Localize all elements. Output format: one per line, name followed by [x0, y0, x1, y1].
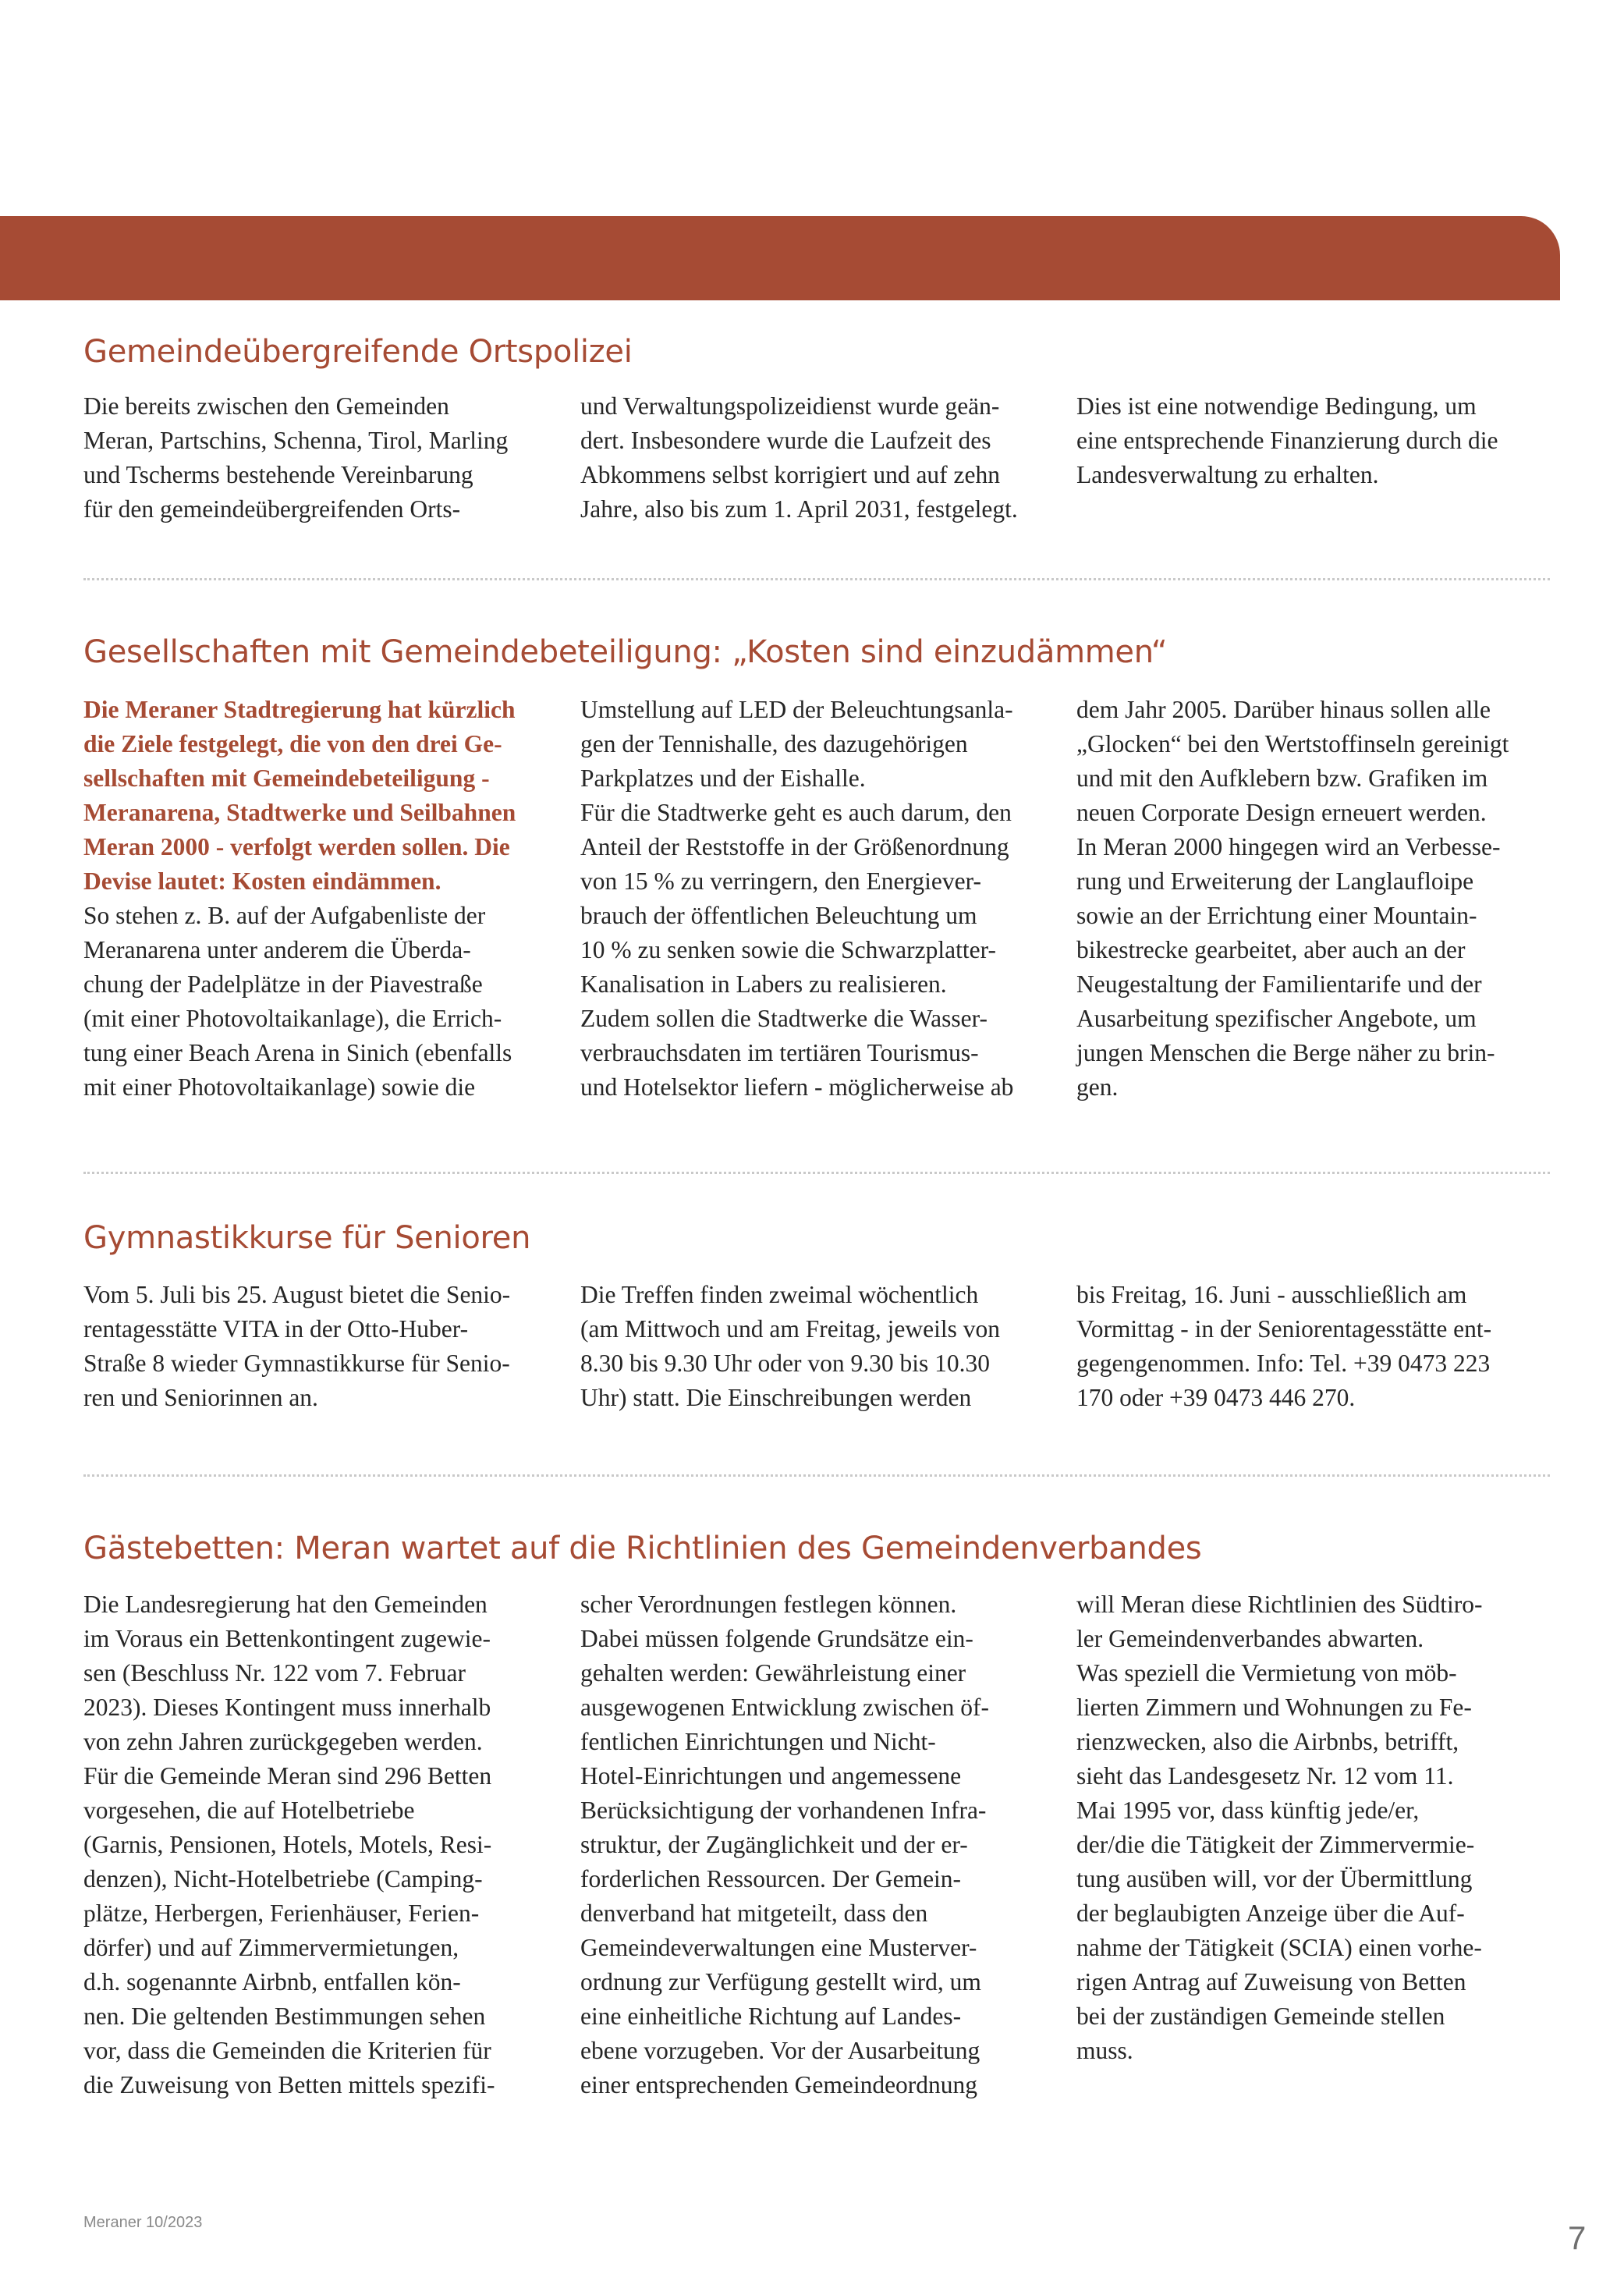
text-line: (mit einer Photovoltaikanlage), die Errich-	[83, 1005, 502, 1032]
text-line: Landesverwaltung zu erhalten.	[1076, 461, 1379, 488]
lead-paragraph-line: Devise lautet: Kosten eindämmen.	[83, 867, 441, 895]
text-line: jungen Menschen die Berge näher zu brin-	[1076, 1039, 1495, 1066]
text-line: bis Freitag, 16. Juni - ausschließlich am	[1076, 1281, 1467, 1308]
text-line: Neugestaltung der Familientarife und der	[1076, 970, 1482, 998]
text-line: Meran, Partschins, Schenna, Tirol, Marling	[83, 427, 509, 454]
text-line: Zudem sollen die Stadtwerke die Wasser-	[580, 1005, 988, 1032]
text-line: scher Verordnungen festlegen können.	[580, 1591, 957, 1618]
text-line: Meranarena unter anderem die Überda-	[83, 936, 471, 963]
article-column	[83, 389, 567, 527]
text-line: für den gemeindeübergreifenden Orts-	[83, 495, 461, 523]
text-line: Gemeindeverwaltungen eine Musterver-	[580, 1934, 977, 1961]
text-line: und Hotelsektor liefern - möglicherweise ab	[580, 1073, 1014, 1101]
text-line: 8.30 bis 9.30 Uhr oder von 9.30 bis 10.30	[580, 1350, 990, 1377]
text-line: Die bereits zwischen den Gemeinden	[83, 392, 449, 420]
text-line: chung der Padelplätze in der Piavestraße	[83, 970, 483, 998]
article-column	[1076, 1587, 1560, 2068]
text-line: Jahre, also bis zum 1. April 2031, festgelegt.	[580, 495, 1018, 523]
text-line: Hotel-Einrichtungen und angemessene	[580, 1762, 962, 1790]
text-line: eine entsprechende Finanzierung durch die	[1076, 427, 1498, 454]
header-band	[0, 216, 1560, 300]
article-column	[1076, 389, 1560, 492]
lead-paragraph-line: Die Meraner Stadtregierung hat kürzlich	[83, 696, 516, 723]
text-line: dem Jahr 2005. Darüber hinaus sollen alle	[1076, 696, 1491, 723]
text-line: eine einheitliche Richtung auf Landes-	[580, 2003, 962, 2030]
text-line: neuen Corporate Design erneuert werden.	[1076, 799, 1487, 826]
text-line: vorgesehen, die auf Hotelbetriebe	[83, 1797, 415, 1824]
lead-paragraph-line: Meranarena, Stadtwerke und Seilbahnen	[83, 799, 516, 826]
article-column	[1076, 693, 1560, 1105]
text-line: gehalten werden: Gewährleistung einer	[580, 1659, 966, 1687]
text-line: „Glocken“ bei den Wertstoffinseln gereinigt	[1076, 730, 1509, 757]
text-line: dert. Insbesondere wurde die Laufzeit des	[580, 427, 991, 454]
lead-paragraph-line: sellschaften mit Gemeindebeteiligung -	[83, 764, 490, 792]
text-line: Die Treffen finden zweimal wöchentlich	[580, 1281, 979, 1308]
text-line: und Tscherms bestehende Vereinbarung	[83, 461, 473, 488]
text-line: Parkplatzes und der Eishalle.	[580, 764, 866, 792]
text-line: rigen Antrag auf Zuweisung von Betten	[1076, 1968, 1466, 1995]
text-line: lierten Zimmern und Wohnungen zu Fe-	[1076, 1694, 1472, 1721]
text-line: rienzwecken, also die Airbnbs, betrifft,	[1076, 1728, 1459, 1755]
text-line: Kanalisation in Labers zu realisieren.	[580, 970, 947, 998]
text-line: von 15 % zu verringern, den Energiever-	[580, 867, 981, 895]
text-line: gen.	[1076, 1073, 1119, 1101]
article-column	[83, 693, 567, 1105]
section-divider	[83, 578, 1550, 580]
text-line: der beglaubigten Anzeige über die Auf-	[1076, 1900, 1465, 1927]
text-line: Umstellung auf LED der Beleuchtungsanla-	[580, 696, 1013, 723]
article-column	[83, 1278, 567, 1415]
text-line: 10 % zu senken sowie die Schwarzplatter-	[580, 936, 996, 963]
text-line: forderlichen Ressourcen. Der Gemein-	[580, 1865, 962, 1893]
text-line: 170 oder +39 0473 446 270.	[1076, 1384, 1356, 1411]
text-line: Für die Gemeinde Meran sind 296 Betten	[83, 1762, 492, 1790]
text-line: ausgewogenen Entwicklung zwischen öf-	[580, 1694, 989, 1721]
issue-label: Meraner 10/2023	[83, 2214, 203, 2231]
text-line: Uhr) statt. Die Einschreibungen werden	[580, 1384, 972, 1411]
text-line: ren und Seniorinnen an.	[83, 1384, 318, 1411]
page-number: 7	[1568, 2219, 1587, 2256]
text-line: gen der Tennishalle, des dazugehörigen	[580, 730, 968, 757]
text-line: Ausarbeitung spezifischer Angebote, um	[1076, 1005, 1477, 1032]
text-line: Anteil der Reststoffe in der Größenordnung	[580, 833, 1009, 860]
text-line: Dies ist eine notwendige Bedingung, um	[1076, 392, 1477, 420]
text-line: ebene vorzugeben. Vor der Ausarbeitung	[580, 2037, 980, 2064]
text-line: bei der zuständigen Gemeinde stellen	[1076, 2003, 1445, 2030]
section-divider	[83, 1172, 1550, 1174]
text-line: denverband hat mitgeteilt, dass den	[580, 1900, 928, 1927]
text-line: im Voraus ein Bettenkontingent zugewie-	[83, 1625, 491, 1652]
text-line: d.h. sogenannte Airbnb, entfallen kön-	[83, 1968, 461, 1995]
text-line: tung einer Beach Arena in Sinich (ebenfalls	[83, 1039, 512, 1066]
text-line: einer entsprechenden Gemeindeordnung	[580, 2071, 978, 2098]
text-line: Dabei müssen folgende Grundsätze ein-	[580, 1625, 973, 1652]
text-line: von zehn Jahren zurückgegeben werden.	[83, 1728, 483, 1755]
text-line: denzen), Nicht-Hotelbetriebe (Camping-	[83, 1865, 483, 1893]
text-line: gegengenommen. Info: Tel. +39 0473 223	[1076, 1350, 1491, 1377]
text-line: Was speziell die Vermietung von möb-	[1076, 1659, 1457, 1687]
text-line: Vormittag - in der Seniorentagesstätte ent-	[1076, 1315, 1492, 1343]
text-line: der/die die Tätigkeit der Zimmervermie-	[1076, 1831, 1475, 1858]
text-line: rentagesstätte VITA in der Otto-Huber-	[83, 1315, 469, 1343]
text-line: Straße 8 wieder Gymnastikkurse für Senio-	[83, 1350, 510, 1377]
text-line: dörfer) und auf Zimmervermietungen,	[83, 1934, 459, 1961]
text-line: rung und Erweiterung der Langlaufloipe	[1076, 867, 1474, 895]
text-line: vor, dass die Gemeinden die Kriterien für	[83, 2037, 491, 2064]
text-line: Berücksichtigung der vorhandenen Infra-	[580, 1797, 987, 1824]
article-column	[580, 389, 1064, 527]
text-line: muss.	[1076, 2037, 1133, 2064]
text-line: 2023). Dieses Kontingent muss innerhalb	[83, 1694, 491, 1721]
lead-paragraph-line: Meran 2000 - verfolgt werden sollen. Die	[83, 833, 510, 860]
text-line: und mit den Aufklebern bzw. Grafiken im	[1076, 764, 1488, 792]
text-line: plätze, Herbergen, Ferienhäuser, Ferien-	[83, 1900, 480, 1927]
text-line: Mai 1995 vor, dass künftig jede/er,	[1076, 1797, 1420, 1824]
text-line: struktur, der Zugänglichkeit und der er-	[580, 1831, 968, 1858]
text-line: So stehen z. B. auf der Aufgabenliste der	[83, 902, 486, 929]
text-line: fentlichen Einrichtungen und Nicht-	[580, 1728, 936, 1755]
section-title-ortspolizei: Gemeindeübergreifende Ortspolizei	[83, 334, 633, 370]
text-line: und Verwaltungspolizeidienst wurde geän-	[580, 392, 1000, 420]
article-column	[580, 1278, 1064, 1415]
text-line: Vom 5. Juli bis 25. August bietet die Senio-	[83, 1281, 511, 1308]
text-line: In Meran 2000 hingegen wird an Verbesse-	[1076, 833, 1501, 860]
text-line: brauch der öffentlichen Beleuchtung um	[580, 902, 977, 929]
text-line: ler Gemeindenverbandes abwarten.	[1076, 1625, 1424, 1652]
article-column	[580, 693, 1064, 1105]
text-line: tung ausüben will, vor der Übermittlung	[1076, 1865, 1473, 1893]
text-line: Die Landesregierung hat den Gemeinden	[83, 1591, 488, 1618]
text-line: ordnung zur Verfügung gestellt wird, um	[580, 1968, 981, 1995]
text-line: mit einer Photovoltaikanlage) sowie die	[83, 1073, 476, 1101]
section-title-gesellschaften: Gesellschaften mit Gemeindebeteiligung: „Kosten sind einzudämmen“	[83, 634, 1168, 670]
article-column	[83, 1587, 567, 2102]
text-line: bikestrecke gearbeitet, aber auch an der	[1076, 936, 1466, 963]
text-line: Für die Stadtwerke geht es auch darum, den	[580, 799, 1012, 826]
section-divider	[83, 1474, 1550, 1477]
section-title-gaestebetten: Gästebetten: Meran wartet auf die Richtlinien des Gemeindenverbandes	[83, 1531, 1202, 1566]
text-line: (am Mittwoch und am Freitag, jeweils von	[580, 1315, 1001, 1343]
text-line: nahme der Tätigkeit (SCIA) einen vorhe-	[1076, 1934, 1482, 1961]
text-line: will Meran diese Richtlinien des Südtiro-	[1076, 1591, 1483, 1618]
article-column	[580, 1587, 1064, 2102]
text-line: sieht das Landesgesetz Nr. 12 vom 11.	[1076, 1762, 1454, 1790]
text-line: (Garnis, Pensionen, Hotels, Motels, Resi-	[83, 1831, 492, 1858]
text-line: nen. Die geltenden Bestimmungen sehen	[83, 2003, 486, 2030]
article-column	[1076, 1278, 1560, 1415]
section-title-gymnastik: Gymnastikkurse für Senioren	[83, 1220, 531, 1256]
text-line: verbrauchsdaten im tertiären Tourismus-	[580, 1039, 979, 1066]
text-line: die Zuweisung von Betten mittels spezifi-	[83, 2071, 495, 2098]
lead-paragraph-line: die Ziele festgelegt, die von den drei Ge-	[83, 730, 502, 757]
text-line: sowie an der Errichtung einer Mountain-	[1076, 902, 1477, 929]
text-line: Abkommens selbst korrigiert und auf zehn	[580, 461, 1001, 488]
text-line: sen (Beschluss Nr. 122 vom 7. Februar	[83, 1659, 466, 1687]
